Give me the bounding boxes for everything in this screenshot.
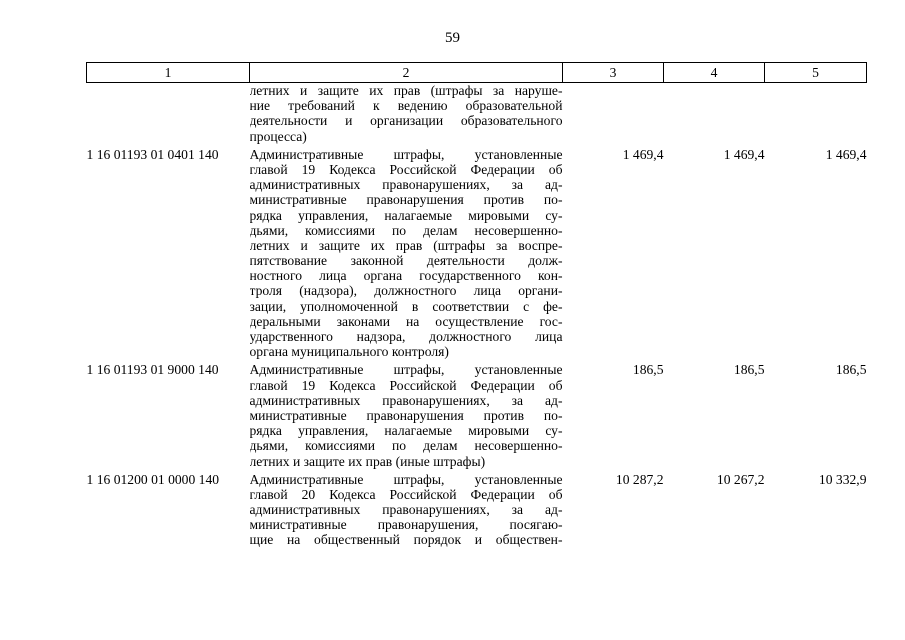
description-line: министративные правонарушения против по- bbox=[249, 192, 563, 208]
budget-table bbox=[86, 62, 867, 548]
description-line: Административные штрафы, установленные bbox=[249, 471, 563, 487]
description-line: главой 20 Кодекса Российской Федерации об bbox=[249, 486, 563, 502]
description-line: административных правонарушениях, за ад- bbox=[249, 502, 563, 518]
description-line: деральными законами на осуществление гос- bbox=[249, 313, 563, 329]
description-line: министративные правонарушения против по- bbox=[249, 407, 563, 423]
row-name bbox=[250, 469, 563, 548]
row-name bbox=[250, 144, 563, 360]
description-line: дьями, комиссиями по делам несовершенно- bbox=[249, 222, 563, 238]
description-line: рядка управления, налагаемые мировыми су- bbox=[249, 207, 563, 223]
row-value-col5: 1 469,4 bbox=[825, 146, 867, 162]
table-row bbox=[87, 469, 867, 548]
row-value-col5: 10 332,9 bbox=[818, 471, 867, 487]
header-row bbox=[87, 63, 867, 83]
row-value-col5: 186,5 bbox=[835, 362, 867, 378]
column-header-2: 2 bbox=[250, 63, 563, 83]
table-row bbox=[87, 83, 867, 144]
description-line: министративные правонарушения, посягаю- bbox=[249, 517, 563, 533]
description-line: летних и защите их прав (штрафы за наруше- bbox=[249, 83, 563, 98]
description-line: административных правонарушениях, за ад- bbox=[249, 392, 563, 408]
row-value-col3: 186,5 bbox=[632, 362, 664, 378]
description-line: троля (надзора), должностного лица органи- bbox=[249, 283, 563, 299]
description-line: дьями, комиссиями по делам несовершенно- bbox=[249, 438, 563, 454]
description-line: Административные штрафы, установленные bbox=[249, 362, 563, 378]
row-code bbox=[87, 83, 250, 144]
description-line: административных правонарушениях, за ад- bbox=[249, 177, 563, 193]
column-header-5: 5 bbox=[765, 63, 867, 83]
row-value-col3 bbox=[563, 83, 664, 144]
description-line: летних и защите их прав (штрафы за воспре- bbox=[249, 237, 563, 253]
row-value-col4: 186,5 bbox=[733, 362, 765, 378]
description-line: Административные штрафы, установленные bbox=[249, 146, 563, 162]
row-value-col3: 1 469,4 bbox=[622, 146, 664, 162]
row-value-col4: 10 267,2 bbox=[716, 471, 765, 487]
column-header-3: 3 bbox=[563, 63, 664, 83]
table-row bbox=[87, 359, 867, 468]
description-line: зации, уполномоченной в соответствии с фе- bbox=[249, 298, 563, 314]
description-line: ударственного надзора, должностного лица bbox=[249, 329, 563, 344]
description-line: летних и защите их прав (иные штрафы) bbox=[249, 453, 486, 469]
description-line: ностного лица органа государственного кон- bbox=[249, 268, 563, 284]
column-header-1: 1 bbox=[87, 63, 250, 83]
row-name bbox=[250, 359, 563, 468]
row-value-col3: 10 287,2 bbox=[615, 471, 664, 487]
row-code: 1 16 01193 01 9000 140 bbox=[86, 362, 219, 378]
description-line: пятствование законной деятельности долж- bbox=[249, 253, 563, 269]
table-row bbox=[87, 144, 867, 360]
description-line: ние требований к ведению образовательной bbox=[249, 98, 563, 114]
description-line: рядка управления, налагаемые мировыми су- bbox=[249, 423, 563, 439]
row-code: 1 16 01193 01 0401 140 bbox=[86, 146, 219, 162]
row-name bbox=[250, 83, 563, 144]
row-code: 1 16 01200 01 0000 140 bbox=[86, 471, 220, 487]
row-value-col5 bbox=[765, 83, 867, 144]
description-line: органа муниципального контроля) bbox=[249, 344, 449, 360]
description-line: щие на общественный порядок и обществен- bbox=[249, 532, 563, 548]
table-body bbox=[87, 83, 867, 548]
row-value-col4: 1 469,4 bbox=[723, 146, 765, 162]
description-line: главой 19 Кодекса Российской Федерации об bbox=[249, 161, 563, 177]
description-line: главой 19 Кодекса Российской Федерации об bbox=[249, 377, 563, 393]
description-line: деятельности и организации образовательного bbox=[249, 113, 563, 129]
page-number: 59 bbox=[445, 30, 460, 46]
column-header-4: 4 bbox=[664, 63, 765, 83]
description-line: процесса) bbox=[249, 128, 307, 144]
table-header bbox=[87, 63, 867, 83]
row-value-col4 bbox=[664, 83, 765, 144]
